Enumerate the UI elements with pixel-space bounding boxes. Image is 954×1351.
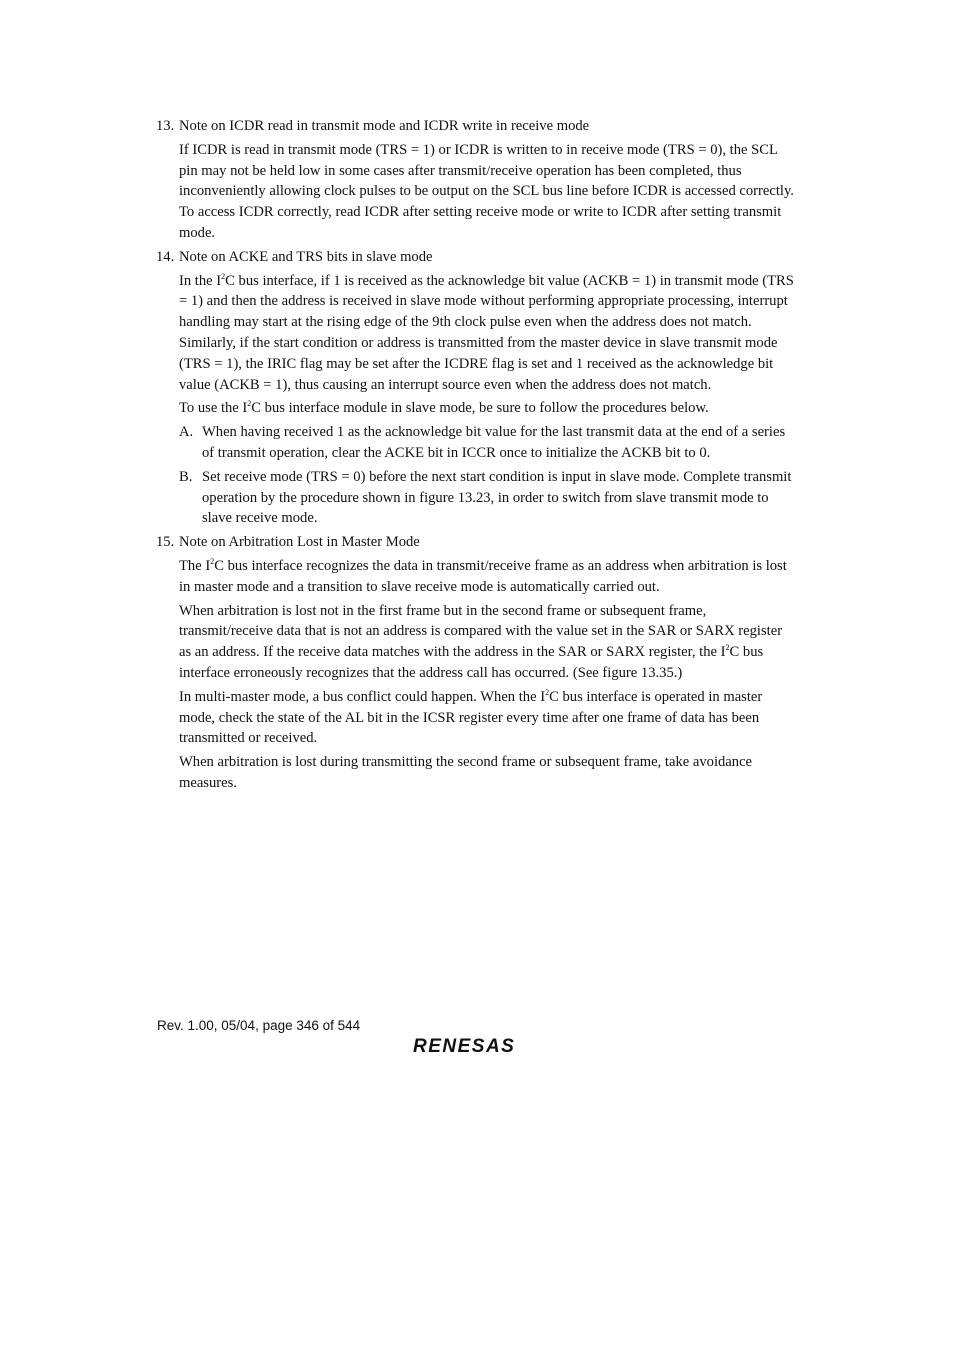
- renesas-logo: [413, 1034, 535, 1056]
- section-15-paragraph-3: [179, 687, 796, 749]
- text-run: When arbitration is lost not in the first frame but in the second frame or subsequent frame, transmit/receive data that is not an address is compared with the value set in the SAR or SARX register as an address. If the receive data matches with the address in the SAR or SARX register, the I: [179, 602, 783, 661]
- section-14-step-b: [179, 467, 796, 529]
- step-b-label: B.: [179, 468, 193, 485]
- section-15-paragraph-2: [179, 601, 796, 684]
- section-14-heading: [156, 247, 796, 268]
- section-15-paragraph-1: [179, 556, 796, 598]
- superscript: 2: [210, 556, 215, 566]
- text-run: C bus interface module in slave mode, be sure to follow the procedures below.: [251, 400, 709, 417]
- superscript: 2: [221, 271, 226, 281]
- text-run: In multi-master mode, a bus conflict could happen. When the I: [179, 688, 546, 705]
- section-13-paragraph: If ICDR is read in transmit mode (TRS = 1) or ICDR is written to in receive mode (TRS = 0), the SCL pin may not be held low in some cases after transmit/receive operation has been completed, thus inconveniently allowing clock pulses to be output on the SCL bus line before ICDR is accessed correctly. To access ICDR correctly, read ICDR after setting receive mode or write to ICDR after setting transmit mode.: [179, 141, 794, 241]
- text-run: In the I: [179, 272, 222, 289]
- section-14-title: Note on ACKE and TRS bits in slave mode: [179, 248, 433, 265]
- superscript: 2: [247, 399, 252, 409]
- section-14-paragraph-2: [179, 398, 796, 419]
- section-13-heading: [156, 116, 796, 137]
- section-15-paragraph-4: When arbitration is lost during transmitting the second frame or subsequent frame, take avoidance measures.: [179, 754, 753, 791]
- section-14-paragraph-1: [179, 271, 796, 396]
- section-14-number: 14.: [156, 248, 175, 265]
- step-a-label: A.: [179, 424, 194, 441]
- section-13-title: Note on ICDR read in transmit mode and ICDR write in receive mode: [179, 118, 590, 134]
- body-text: [156, 114, 796, 797]
- section-15-title: Note on Arbitration Lost in Master Mode: [179, 534, 420, 551]
- section-14-step-a: [179, 422, 796, 464]
- step-b-text: Set receive mode (TRS = 0) before the next start condition is input in slave mode. Complete transmit operation by the procedure shown in figure 13.23, in order to switch from slave transmit mode to slave receive mode.: [202, 468, 792, 527]
- superscript: 2: [545, 687, 550, 697]
- section-15-heading: [156, 532, 796, 553]
- text-run: C bus interface recognizes the data in transmit/receive frame as an address when arbitration is lost in master mode and a transition to slave receive mode is automatically carried out.: [179, 557, 787, 595]
- superscript: 2: [725, 643, 730, 653]
- step-a-text: When having received 1 as the acknowledge bit value for the last transmit data at the end of a series of transmit operation, clear the ACKE bit in ICCR once to initialize the ACKB bit to 0.: [202, 424, 786, 461]
- renesas-logo-text: RENESAS: [413, 1036, 516, 1056]
- text-run: C bus interface is operated in master mode, check the state of the AL bit in the ICSR register every time after one frame of data has been transmitted or received.: [179, 688, 763, 747]
- text-run: C bus interface erroneously recognizes that the address call has occurred. (See figure 13.35.): [179, 644, 764, 681]
- text-run: The I: [179, 557, 211, 574]
- section-13-number: 13.: [156, 118, 175, 134]
- text-run: C bus interface, if 1 is received as the acknowledge bit value (ACKB = 1) in transmit mode (TRS = 1) and then the address is received in slave mode without performing appropriate processing, interrupt handling may start at the rising edge of the 9th clock pulse even when the address does not match. Similarly, if the start condition or address is transmitted from the master device in slave transmit mode (TRS = 1), the IRIC flag may be set after the ICDRE flag is set and 1 received as the acknowledge bit value (ACKB = 1), thus causing an interrupt source even when the address does not match.: [179, 272, 794, 393]
- section-15-number: 15.: [156, 534, 175, 551]
- page-footer: Rev. 1.00, 05/04, page 346 of 544: [157, 1018, 361, 1033]
- text-run: To use the I: [179, 400, 248, 417]
